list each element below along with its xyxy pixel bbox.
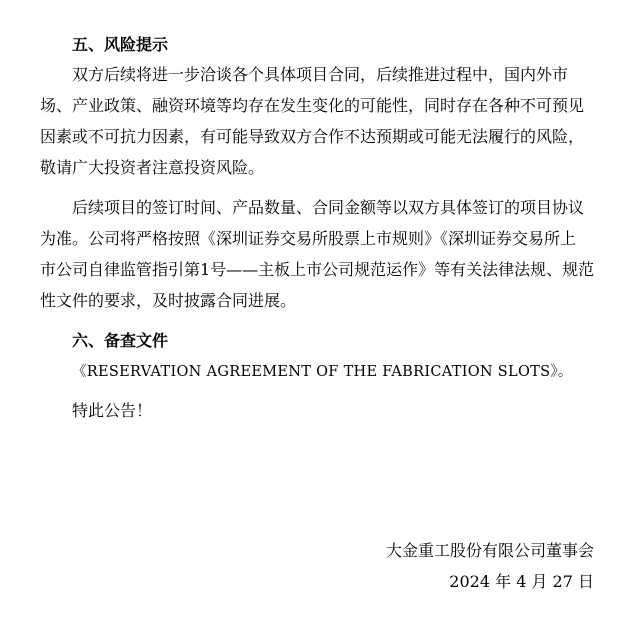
reference-document-title: 《RESERVATION AGREEMENT OF THE FABRICATION SLOTS》。 [72, 364, 573, 380]
paragraph-line: 双方后续将进一步洽谈各个具体项目合同，后续推进过程中，国内外市 [72, 65, 569, 84]
paragraph-line: 因素或不可抗力因素，有可能导致双方合作不达预期或可能无法履行的风险， [40, 127, 585, 146]
paragraph-line: 场、产业政策、融资环境等均存在发生变化的可能性，同时存在各种不可预见 [40, 96, 585, 115]
paragraph-line: 敬请广大投资者注意投资风险。 [40, 158, 265, 177]
risk-paragraph-1 [40, 59, 600, 183]
signature-date: 2024 年 4 月 27 日 [449, 572, 594, 591]
section-heading-risk: 五、风险提示 [72, 35, 169, 54]
section-heading-reference-documents: 六、备查文件 [72, 331, 169, 350]
paragraph-line: 市公司自律监管指引第1号——主板上市公司规范运作》等有关法律法规、规范 [40, 260, 595, 279]
closing-statement: 特此公告！ [72, 401, 153, 420]
signature-company: 大金重工股份有限公司董事会 [385, 541, 594, 560]
paragraph-line: 性文件的要求，及时披露合同进展。 [40, 291, 297, 310]
paragraph-line: 后续项目的签订时间、产品数量、合同金额等以双方具体签订的项目协议 [72, 198, 585, 217]
risk-paragraph-2 [40, 192, 600, 316]
paragraph-line: 为准。公司将严格按照《深圳证券交易所股票上市规则》《深圳证券交易所上 [40, 229, 577, 248]
